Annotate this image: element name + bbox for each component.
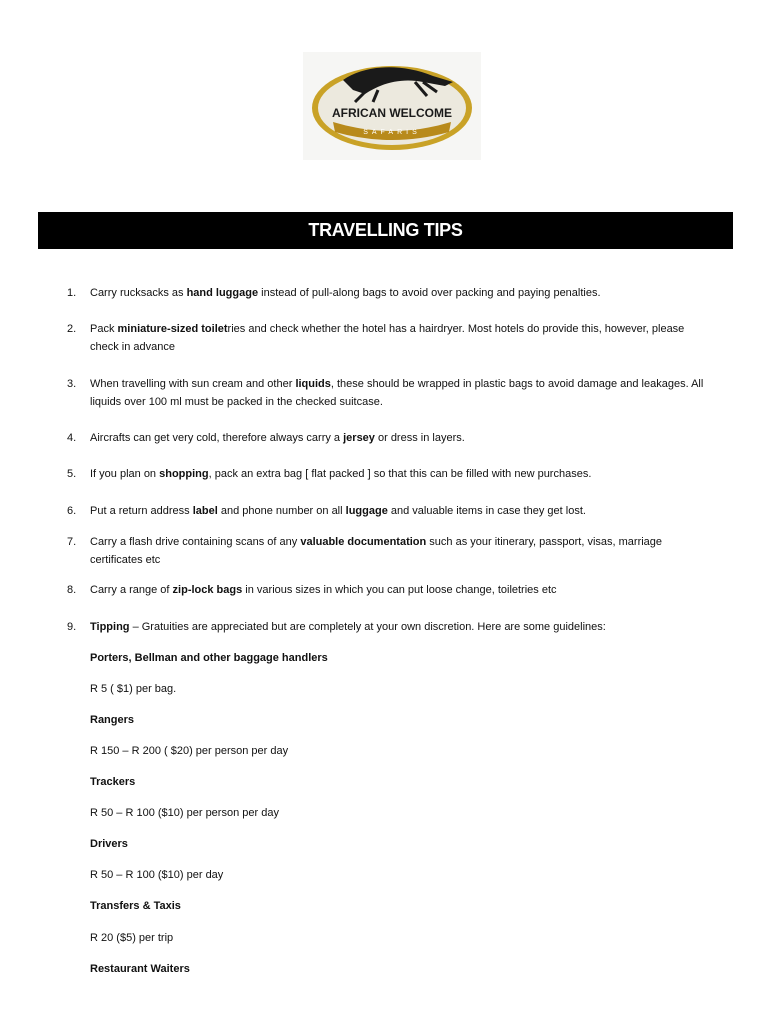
tip-text: Tipping – Gratuities are appreciated but are completely at your own discretion. Here are some guidelines: — [90, 621, 606, 633]
tip-text: Pack miniature-sized toiletries and check whether the hotel has a hairdryer. Most hotels do provide this, however, please check in advance — [90, 323, 685, 353]
tip-text: Carry rucksacks as hand luggage instead of pull-along bags to avoid over packing and paying penalties. — [90, 287, 601, 299]
tip-text: When travelling with sun cream and other liquids, these should be wrapped in plastic bags to avoid damage and leakages. All liquids over 100 ml must be packed in the checked suitcase. — [90, 378, 704, 408]
tip-number: 5. — [67, 468, 77, 480]
tipping-role: Transfers & Taxis — [90, 900, 181, 912]
logo-emblem — [303, 52, 481, 160]
tip-number: 3. — [67, 378, 77, 390]
page-title: TRAVELLING TIPS — [38, 212, 733, 249]
tip-text: If you plan on shopping, pack an extra bag [ flat packed ] so that this can be filled with new purchases. — [90, 468, 592, 480]
tipping-role: Trackers — [90, 776, 136, 788]
tip-text: Aircrafts can get very cold, therefore always carry a jersey or dress in layers. — [90, 432, 465, 444]
tip-number: 6. — [67, 505, 77, 517]
tip-text: Carry a range of zip-lock bags in various sizes in which you can put loose change, toiletries etc — [90, 584, 557, 596]
company-logo — [303, 52, 481, 160]
tip-number: 1. — [67, 287, 77, 299]
tipping-rate: R 20 ($5) per trip — [90, 932, 174, 944]
tipping-rate: R 50 – R 100 ($10) per person per day — [90, 807, 279, 819]
tipping-role: Restaurant Waiters — [90, 963, 190, 975]
tipping-role: Porters, Bellman and other baggage handlers — [90, 652, 328, 664]
tip-number: 4. — [67, 432, 77, 444]
tipping-rate: R 150 – R 200 ( $20) per person per day — [90, 745, 289, 757]
tip-text: Put a return address label and phone number on all luggage and valuable items in case they get lost. — [90, 505, 586, 517]
tip-text: Carry a flash drive containing scans of any valuable documentation such as your itinerary, passport, visas, marriage certificates etc — [90, 536, 663, 566]
logo-text-line2: SAFARIS — [363, 129, 421, 136]
tip-number: 2. — [67, 323, 77, 335]
tipping-rate: R 50 – R 100 ($10) per day — [90, 869, 224, 881]
tipping-role: Rangers — [90, 714, 135, 726]
tip-number: 7. — [67, 536, 77, 548]
tip-number: 8. — [67, 584, 77, 596]
logo-text-line1: AFRICAN WELCOME — [332, 106, 452, 120]
tip-number: 9. — [67, 621, 77, 633]
tipping-rate: R 5 ( $1) per bag. — [90, 683, 177, 695]
tipping-role: Drivers — [90, 838, 128, 850]
